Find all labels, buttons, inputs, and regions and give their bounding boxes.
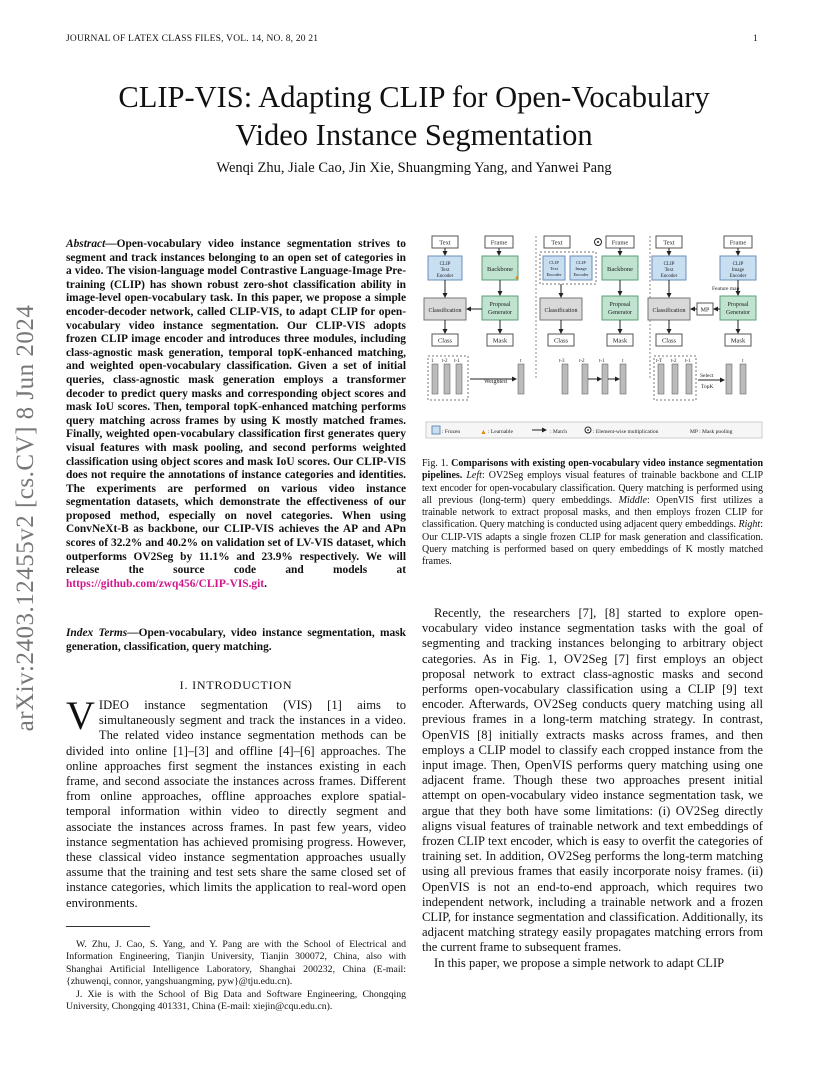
svg-text:Encoder: Encoder	[436, 274, 454, 279]
paper-title	[60, 78, 768, 154]
svg-text:Text: Text	[550, 266, 558, 271]
right-frame-label: Frame	[729, 239, 747, 247]
svg-text:TopK: TopK	[701, 384, 714, 390]
caption-right: : Our CLIP-VIS adapts a single frozen CLIP for mask generation and classification. Query matching is performed based on query embeddings of K mostly matched frames.	[422, 519, 763, 568]
abstract-end: .	[264, 577, 267, 590]
left-backbone-label: Backbone	[487, 266, 513, 273]
svg-text:CLIP: CLIP	[663, 262, 675, 267]
legend-mp: MP : Mask pooling	[690, 429, 733, 435]
right-proposal-generator	[720, 296, 756, 320]
svg-text:CLIP: CLIP	[549, 260, 559, 265]
frame-label-b2: t-1	[599, 359, 605, 364]
legend-mult: : Element-wise multiplication	[593, 429, 659, 435]
mid-frame-label: Frame	[611, 239, 629, 247]
left-class-label: Class	[437, 337, 453, 345]
right-classification-label: Classification	[652, 308, 686, 314]
left-learnable-icon: ▲	[514, 275, 520, 281]
svg-text:Encoder: Encoder	[546, 272, 562, 277]
journal-header: JOURNAL OF LATEX CLASS FILES, VOL. 14, NO. 8, 20 21	[66, 34, 319, 44]
svg-text:Encoder: Encoder	[573, 272, 589, 277]
left-classification-label: Classification	[428, 308, 462, 314]
caption-left-label: Left	[466, 470, 482, 482]
intro-text: IDEO instance segmentation (VIS) [1] aims to simultaneously segment and track the instances in a video. The related video instance segmentation methods can be divided into online [1]–[3] and offline [4]–[6] approaches. The online approaches first segment the instances existing in each frame, and second associate the instances across frames. Different from online approaches, offline approaches explore spatial-temporal information within video to directly segment and associate the instances across frames. In past few years, video instance segmentation has achieved promising progress. However, these classical video instance segmentation approaches usually assume that the training and test sets share the same closed set of instance categories, which limits the application to real-word open environments.	[66, 698, 406, 910]
mid-proposal-generator	[602, 296, 638, 320]
svg-text:CLIP: CLIP	[576, 260, 586, 265]
frame-label-c3: t	[742, 359, 744, 364]
pipeline-diagram	[422, 232, 766, 447]
caption-middle-label: Middle	[618, 494, 647, 506]
drop-cap: V	[66, 693, 95, 738]
svg-text:t: t	[520, 359, 522, 364]
abstract-label: Abstract	[66, 238, 106, 250]
footnote-2: J. Xie is with the School of Big Data and Software Engineering, Chongqing University, Chongqing 401331, China (E-mail: xiejin@cqu.edu.cn).	[66, 988, 406, 1013]
svg-text:Select: Select	[700, 373, 714, 379]
footnote-rule	[66, 926, 150, 927]
right-text-label: Text	[663, 239, 675, 247]
svg-text:Generator: Generator	[608, 310, 632, 316]
left-proposal-generator	[482, 296, 518, 320]
abstract-text: —Open-vocabulary video instance segmentation strives to segment and track instances belonging to an open set of categories in a video. The vision-language model Contrastive Language-Image Pre-training (CLIP) has shown robust zero-shot classification ability in image-level open-vocabulary task. In this paper, we propose a simple encoder-decoder network, called CLIP-VIS, to adapt CLIP for open-vocabulary video instance segmentation. Our CLIP-VIS adopts frozen CLIP image encoder and introduces three modules, including class-agnostic mask generation, temporal topK-enhanced matching, and weighted open-vocabulary classification. Given a set of initial queries, class-agnostic mask generation employs a transformer decoder to predict query masks and corresponding object scores and mask IoU scores. Then, temporal topK-enhanced matching performs query matching across frames by using K mostly matched frames. Finally, weighted open-vocabulary classification first generates query visual features with mask pooling, and second performs weighted classification using object scores and mask IoU scores. Our CLIP-VIS does not require the annotations of instance categories and identities. The experiments are performed on various video instance segmentation datasets, which demonstrate the effectiveness of our proposed method, especially on novel categories. When using ConvNeXt-B as backbone, our CLIP-VIS achieves the AP and APn scores of 32.2% and 40.2% on validation set of LV-VIS dataset, which outperforms OV2Seg by 11.1% and 23.9% respectively. We will release the source code and models at	[66, 238, 406, 577]
arxiv-stamp: arXiv:2403.12455v2 [cs.CV] 8 Jun 2024	[12, 304, 39, 732]
svg-text:Generator: Generator	[726, 310, 750, 316]
svg-text:CLIP: CLIP	[439, 262, 451, 267]
feature-map-label: Feature map	[712, 286, 740, 292]
running-header	[66, 34, 762, 48]
footnote-1: W. Zhu, J. Cao, S. Yang, and Y. Pang are with the School of Electrical and Information Engineering, Tianjin University, Tianjin 300072, China, also with Shanghai Artificial Intelligence Laboratory, Shanghai 200232, China (E-mail: {zhuwenqi, connor, yangshuangming, pyw}@tju.edu.cn).	[66, 939, 406, 988]
caption-left: : OV2Seg employs visual features of trainable backbone and CLIP text encoder for open-vocabulary classification. Query matching is performed using all previous (long-term) query embeddings.	[422, 470, 764, 506]
index-terms-label: Index Terms	[66, 627, 128, 639]
abstract	[66, 238, 406, 591]
svg-text:Proposal: Proposal	[727, 302, 749, 308]
svg-text:Generator: Generator	[488, 310, 512, 316]
mid-backbone-label: Backbone	[607, 266, 633, 273]
frame-label-c1: t-2	[671, 359, 677, 364]
caption-label: Fig. 1.	[422, 458, 449, 469]
index-terms-text: —Open-vocabulary, video instance segmentation, mask generation, classification, query matching.	[66, 627, 406, 653]
right-mask-label: Mask	[730, 337, 746, 345]
caption-right-label: Right	[738, 519, 761, 531]
left-text-label: Text	[439, 239, 451, 247]
mid-text-label: Text	[551, 239, 563, 247]
svg-text:Encoder: Encoder	[729, 274, 747, 279]
paragraph-2: In this paper, we propose a simple network to adapt CLIP	[434, 955, 725, 970]
svg-text:CLIP: CLIP	[732, 262, 744, 267]
svg-text:Text: Text	[440, 268, 450, 273]
frame-label-a1: t-2	[442, 359, 448, 364]
index-terms	[66, 627, 406, 654]
figure-1	[422, 232, 766, 447]
frame-label-b1: t-2	[579, 359, 585, 364]
frame-label-c0: t-T	[656, 359, 663, 364]
frame-label-b0: t-3	[559, 359, 565, 364]
mid-classification-label: Classification	[544, 308, 578, 314]
caption-bold: Comparisons with existing open-vocabulary video instance segmentation pipelines.	[422, 458, 764, 482]
learnable-icon: ▲	[480, 428, 487, 436]
legend-match: : Match	[550, 429, 567, 435]
footnotes	[66, 939, 406, 1013]
code-link[interactable]: https://github.com/zwq456/CLIP-VIS.git	[66, 577, 265, 590]
figure-caption	[422, 458, 763, 569]
legend-frozen: : Frozen	[442, 429, 461, 435]
frame-label-a2: t-1	[454, 359, 460, 364]
page-number: 1	[753, 34, 758, 44]
right-column-text	[422, 606, 763, 971]
frame-label-b3: t	[622, 359, 624, 364]
mid-class-label: Class	[553, 337, 569, 345]
mp-label: MP	[700, 307, 710, 314]
svg-text:Encoder: Encoder	[660, 274, 678, 279]
svg-text:Proposal: Proposal	[489, 302, 511, 308]
legend-learnable: : Learnable	[488, 429, 513, 435]
frame-label-a0: 1	[431, 359, 434, 364]
frozen-icon	[432, 426, 440, 434]
title-line-1: CLIP-VIS: Adapting CLIP for Open-Vocabulary	[118, 80, 710, 114]
paragraph-1: Recently, the researchers [7], [8] started to explore open-vocabulary video instance segmentation tasks with the goal of segmenting and tracking instances belonging to arbitrary object categories. As in Fig. 1, OV2Seg [7] first employs an object proposal network to extract class-agnostic masks and second performs open-vocabulary classification using a CLIP [9] text encoder. Afterwards, OV2Seg conducts query matching using all previous frames in a long-term matching strategy. In contrast, OpenVIS [8] initially extracts masks across frames, and then employs a CLIP model to classify each cropped instance from the input image. Then, OpenVIS performs query matching using one adjacent frame. Though these two approaches present initial attempt on open-vocabulary video instance segmentation task, we argue that they both have some limitations: (i) OV2Seg directly aligns visual features of trainable network and text embeddings of frozen CLIP text encoder, which is easy to overfit the categories of training set. In addition, OV2Seg performs the long-term matching using all previous frames that easily incorporate noisy frames. (ii) OpenVIS is not an end-to-end approach, which requires two independent network, including a trainable network and a frozen CLIP, for instance segmentation and classification. Additionally, its adjacent matching strategy easily propagates matching errors from the current frame to subsequent frames.	[422, 606, 763, 955]
query-stacks	[428, 356, 746, 400]
svg-text:Image: Image	[731, 268, 745, 273]
frame-label-c2: t-1	[685, 359, 691, 364]
svg-text:Image: Image	[575, 266, 587, 271]
author-list: Wenqi Zhu, Jiale Cao, Jin Xie, Shuangming Yang, and Yanwei Pang	[216, 160, 612, 176]
right-class-label: Class	[661, 337, 677, 345]
svg-text:Text: Text	[664, 268, 674, 273]
left-frame-label: Frame	[490, 239, 508, 247]
svg-text:Proposal: Proposal	[609, 302, 631, 308]
weighted-label: Weighted	[484, 379, 507, 385]
title-line-2: Video Instance Segmentation	[235, 118, 593, 152]
mid-mask-label: Mask	[612, 337, 628, 345]
intro-paragraph	[66, 693, 406, 911]
section-heading: I. INTRODUCTION	[179, 678, 293, 692]
caption-middle: : OpenVIS first utilizes a trainable network to extract proposal masks, and then employs frozen CLIP for classification. Query matching is conducted using adjacent query embeddings.	[422, 494, 764, 531]
left-mask-label: Mask	[492, 337, 508, 345]
